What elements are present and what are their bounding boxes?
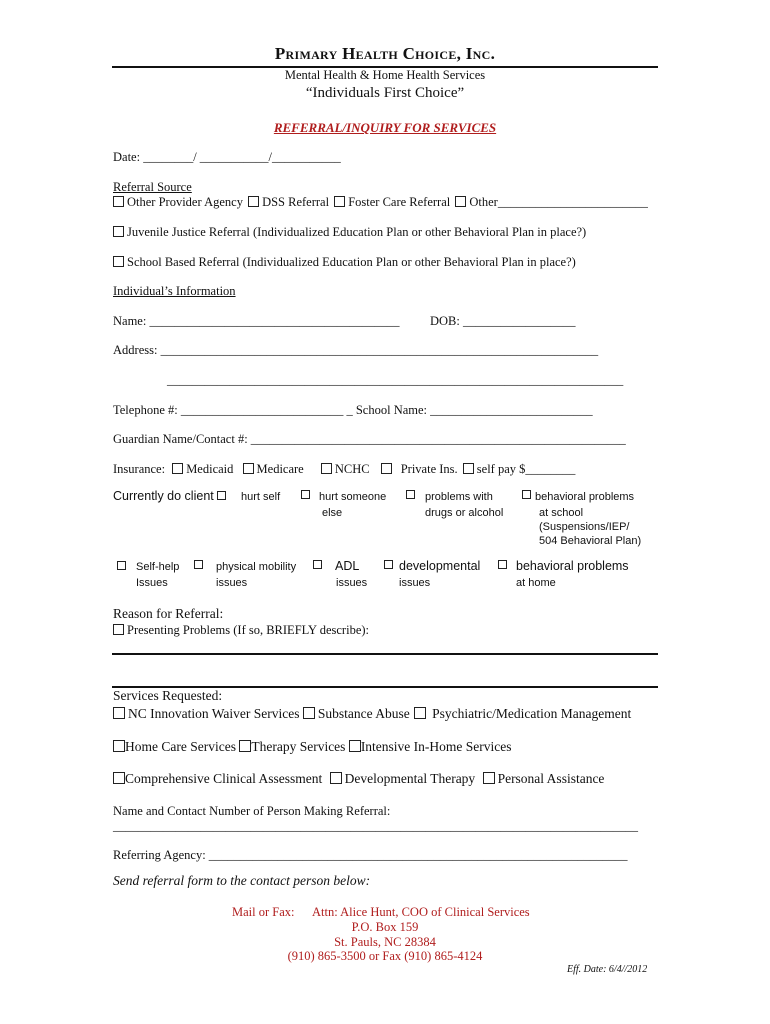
guardian-field[interactable]: Guardian Name/Contact #: ____________________________________________________________: [113, 432, 626, 446]
hurt-self-checkbox[interactable]: [217, 491, 226, 500]
physical-mobility-label: physical mobility: [216, 561, 297, 573]
drugs-alcohol-checkbox[interactable]: [406, 490, 415, 499]
services-row2: [113, 739, 512, 755]
therapy-services-label: Therapy Services: [251, 739, 346, 754]
substance-abuse-checkbox[interactable]: [303, 707, 315, 719]
home-behavior-checkbox[interactable]: [498, 560, 507, 569]
presenting-problems-row: [113, 623, 369, 638]
developmental-label-2: issues: [399, 577, 431, 589]
school-based-label: School Based Referral (Individualized Education Plan or other Behavioral Plan in place?): [127, 255, 576, 269]
reason-rule-1: [112, 653, 658, 655]
intensive-in-home-checkbox[interactable]: [349, 740, 361, 752]
self-pay-checkbox[interactable]: [463, 463, 474, 474]
medicaid-checkbox[interactable]: [172, 463, 183, 474]
school-behavior-label-4: 504 Behavioral Plan): [539, 535, 642, 547]
home-behavior-label: behavioral problems: [516, 559, 629, 573]
school-based-checkbox[interactable]: [113, 256, 124, 267]
reason-heading: Reason for Referral:: [113, 606, 224, 621]
dss-referral-checkbox[interactable]: [248, 196, 259, 207]
foster-care-checkbox[interactable]: [334, 196, 345, 207]
effective-date: Eff. Date: 6/4//2012: [567, 964, 648, 975]
nchc-label: NCHC: [334, 462, 370, 476]
school-behavior-label-2: at school: [539, 507, 584, 519]
school-based-row: [113, 255, 576, 270]
developmental-therapy-checkbox[interactable]: [330, 772, 342, 784]
currently-do-client-label: Currently do client: [113, 489, 229, 503]
mail-fax-label: Mail or Fax:: [232, 905, 295, 919]
clinical-assessment-label: Comprehensive Clinical Assessment: [125, 771, 323, 786]
send-instruction: Send referral form to the contact person below:: [113, 873, 371, 888]
private-ins-checkbox[interactable]: [381, 463, 392, 474]
header-tagline: “Individuals First Choice”: [305, 85, 465, 101]
intensive-in-home-label: Intensive In-Home Services: [360, 739, 512, 754]
home-care-checkbox[interactable]: [113, 740, 125, 752]
referral-source-heading: Referral Source: [113, 180, 192, 194]
self-pay-label[interactable]: self pay $________: [476, 462, 576, 476]
services-heading: Services Requested:: [113, 688, 223, 703]
address-field[interactable]: Address: ______________________________________________________________________: [113, 343, 599, 357]
dss-referral-label: DSS Referral: [262, 195, 330, 209]
adl-label: ADL: [335, 559, 360, 573]
hurt-someone-checkbox[interactable]: [301, 490, 310, 499]
foster-care-label: Foster Care Referral: [348, 195, 451, 209]
physical-mobility-label-2: issues: [216, 577, 248, 589]
school-behavior-label: behavioral problems: [535, 491, 635, 503]
insurance-label: Insurance:: [113, 462, 166, 476]
presenting-problems-checkbox[interactable]: [113, 624, 124, 635]
hurt-someone-label: hurt someone: [319, 491, 387, 503]
self-help-label: Self-help: [136, 561, 180, 573]
psychiatric-label: Psychiatric/Medication Management: [432, 706, 632, 721]
po-box: P.O. Box 159: [351, 920, 419, 934]
other-provider-checkbox[interactable]: [113, 196, 124, 207]
referrer-label: Name and Contact Number of Person Making Referral:: [113, 804, 391, 818]
personal-assistance-label: Personal Assistance: [497, 771, 605, 786]
org-name: Primary Health Choice, Inc.: [274, 44, 496, 63]
home-behavior-label-2: at home: [516, 577, 556, 589]
attn-line: Attn: Alice Hunt, COO of Clinical Services: [312, 905, 530, 919]
juvenile-justice-checkbox[interactable]: [113, 226, 124, 237]
adl-checkbox[interactable]: [313, 560, 322, 569]
city-line: St. Pauls, NC 28384: [334, 935, 436, 949]
self-help-label-2: Issues: [136, 577, 168, 589]
juvenile-justice-label: Juvenile Justice Referral (Individualized Education Plan or other Behavioral Plan in place?): [127, 225, 587, 239]
developmental-therapy-label: Developmental Therapy: [344, 771, 476, 786]
individual-info-heading: Individual’s Information: [113, 284, 236, 298]
other-referral-label[interactable]: Other________________________: [469, 195, 648, 209]
developmental-label: developmental: [399, 559, 481, 573]
nchc-checkbox[interactable]: [321, 463, 332, 474]
form-title: REFERRAL/INQUIRY FOR SERVICES: [273, 120, 497, 135]
phone-line: (910) 865-3500 or Fax (910) 865-4124: [287, 949, 483, 963]
adl-label-2: issues: [336, 577, 368, 589]
services-row1: [113, 706, 631, 722]
drugs-alcohol-label: problems with: [425, 491, 493, 503]
date-field[interactable]: Date: ________/ ___________/___________: [113, 150, 341, 164]
hurt-someone-label-2: else: [322, 507, 343, 519]
other-provider-label: Other Provider Agency: [127, 195, 243, 209]
address-line2[interactable]: _________________________________________________________________________: [167, 373, 624, 387]
drugs-alcohol-label-2: drugs or alcohol: [425, 507, 504, 519]
header-subtitle: Mental Health & Home Health Services: [284, 68, 486, 82]
medicaid-label: Medicaid: [186, 462, 234, 476]
psychiatric-checkbox[interactable]: [414, 707, 426, 719]
home-care-label: Home Care Services: [125, 739, 236, 754]
referrer-line[interactable]: ____________________________________________________________________________________: [113, 819, 638, 833]
dob-field[interactable]: DOB: __________________: [430, 314, 576, 328]
self-help-checkbox[interactable]: [117, 561, 126, 570]
developmental-checkbox[interactable]: [384, 560, 393, 569]
medicare-label: Medicare: [256, 462, 304, 476]
personal-assistance-checkbox[interactable]: [483, 772, 495, 784]
hurt-self-label: hurt self: [241, 491, 281, 503]
substance-abuse-label: Substance Abuse: [317, 706, 410, 721]
school-behavior-checkbox[interactable]: [522, 490, 531, 499]
referring-agency-field[interactable]: Referring Agency: ___________________________________________________________________: [113, 848, 628, 862]
name-field[interactable]: Name: ________________________________________: [113, 314, 400, 328]
nc-innovation-label: NC Innovation Waiver Services: [128, 706, 300, 721]
physical-mobility-checkbox[interactable]: [194, 560, 203, 569]
telephone-school-row[interactable]: Telephone #: __________________________ _ School Name: __________________________: [113, 403, 593, 417]
juvenile-justice-row: [113, 225, 586, 240]
private-ins-label: Private Ins.: [400, 462, 458, 476]
services-row3: [113, 771, 604, 787]
clinical-assessment-checkbox[interactable]: [113, 772, 125, 784]
referral-source-row1: [113, 195, 648, 210]
school-behavior-label-3: (Suspensions/IEP/: [539, 521, 630, 533]
other-referral-checkbox[interactable]: [455, 196, 466, 207]
medicare-checkbox[interactable]: [243, 463, 254, 474]
therapy-services-checkbox[interactable]: [239, 740, 251, 752]
insurance-row: [113, 462, 575, 477]
presenting-problems-label: Presenting Problems (If so, BRIEFLY describe):: [127, 623, 369, 637]
nc-innovation-checkbox[interactable]: [113, 707, 125, 719]
